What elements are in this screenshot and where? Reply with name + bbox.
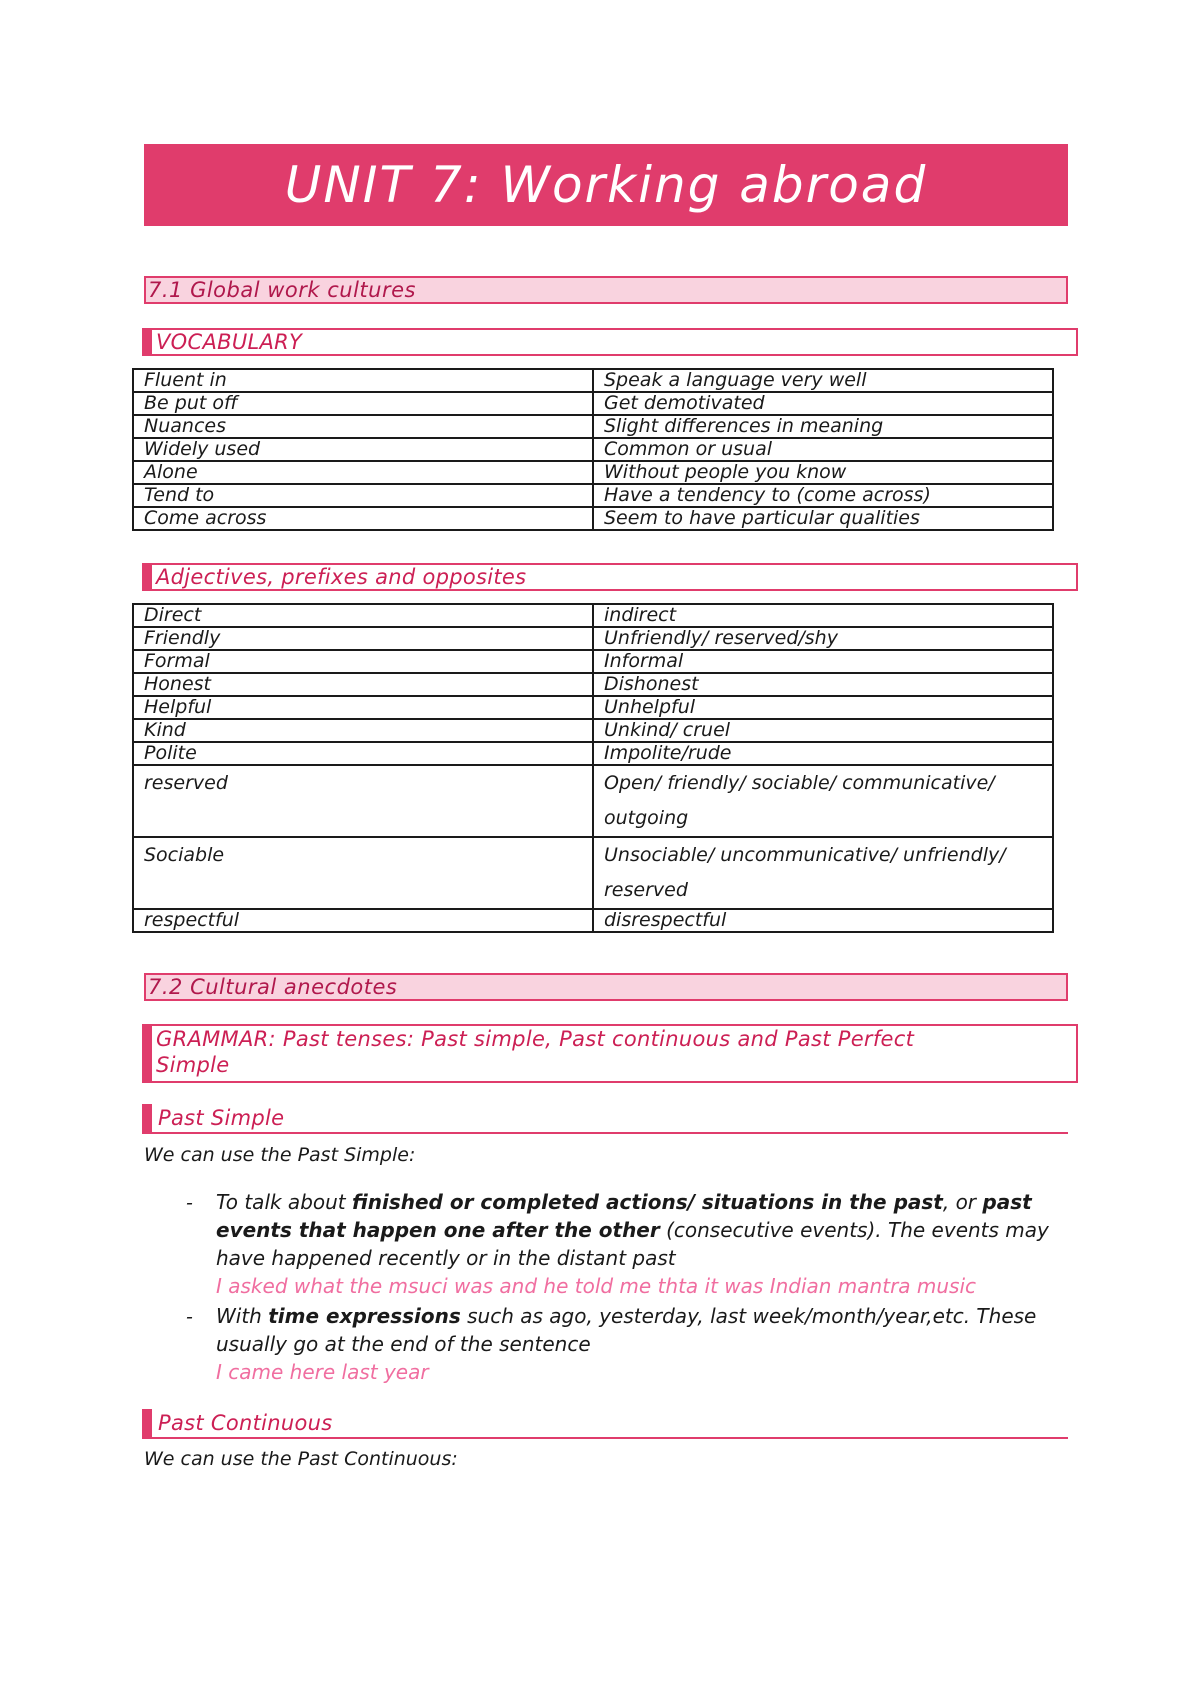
vocabulary-heading: VOCABULARY — [142, 328, 1078, 356]
definition-cell: Unfriendly/ reserved/shy — [593, 627, 1053, 650]
definition-cell: Without people you know — [593, 461, 1053, 484]
item-bold-text: time expressions — [268, 1304, 461, 1328]
term-cell: Formal — [133, 650, 593, 673]
item-text: (consecutive events). The events may have happened recently or in the distant past — [216, 1218, 1049, 1270]
term-cell: Alone — [133, 461, 593, 484]
section-heading-7-1: 7.1 Global work cultures — [144, 276, 1068, 304]
past-simple-item-2 — [216, 1302, 1076, 1386]
item-bold-text: finished or completed actions/ situations in the past — [352, 1190, 943, 1214]
definition-cell: Seem to have particular qualities — [593, 507, 1053, 530]
page-title: UNIT 7: Working abroad — [144, 144, 1068, 226]
term-cell: reserved — [133, 765, 593, 837]
example-sentence: I asked what the msuci was and he told me thta it was Indian mantra music — [216, 1274, 977, 1298]
term-cell: Kind — [133, 719, 593, 742]
table-row — [133, 461, 1053, 484]
table-row — [133, 438, 1053, 461]
item-bold-text: past events that happen one after the other — [216, 1190, 1032, 1242]
term-cell: Helpful — [133, 696, 593, 719]
table-row — [133, 604, 1053, 627]
table-row — [133, 484, 1053, 507]
table-row — [133, 627, 1053, 650]
definition-cell: Slight differences in meaning — [593, 415, 1053, 438]
table-row — [133, 507, 1053, 530]
table-row — [133, 719, 1053, 742]
term-cell: Direct — [133, 604, 593, 627]
term-cell: Widely used — [133, 438, 593, 461]
past-simple-heading: Past Simple — [142, 1104, 1068, 1134]
definition-cell: Get demotivated — [593, 392, 1053, 415]
definition-cell: Speak a language very well — [593, 369, 1053, 392]
table-row — [133, 650, 1053, 673]
table-row — [133, 673, 1053, 696]
item-text: To talk about — [216, 1190, 352, 1214]
table-row — [133, 369, 1053, 392]
vocabulary-table — [132, 368, 1054, 531]
definition-cell: Impolite/rude — [593, 742, 1053, 765]
grammar-heading-line2: Simple — [156, 1053, 230, 1077]
grammar-heading-line1: GRAMMAR: Past tenses: Past simple, Past continuous and Past Perfect — [156, 1027, 915, 1051]
term-cell: Polite — [133, 742, 593, 765]
term-cell: Be put off — [133, 392, 593, 415]
definition-cell: Have a tendency to (come across) — [593, 484, 1053, 507]
adjectives-table — [132, 603, 1054, 933]
term-cell: Friendly — [133, 627, 593, 650]
past-continuous-heading: Past Continuous — [142, 1409, 1068, 1439]
table-row — [133, 765, 1053, 837]
table-row — [133, 909, 1053, 932]
item-text: , or — [942, 1190, 983, 1214]
item-text: With — [216, 1304, 269, 1328]
term-cell: Come across — [133, 507, 593, 530]
definition-cell: Unsociable/ uncommunicative/ unfriendly/ reserved — [593, 837, 1053, 909]
list-bullet: - — [186, 1306, 193, 1328]
definition-cell: indirect — [593, 604, 1053, 627]
term-cell: respectful — [133, 909, 593, 932]
definition-cell: Common or usual — [593, 438, 1053, 461]
definition-cell: Unkind/ cruel — [593, 719, 1053, 742]
definition-cell: disrespectful — [593, 909, 1053, 932]
past-simple-item-1 — [216, 1188, 1076, 1300]
table-row — [133, 392, 1053, 415]
term-cell: Nuances — [133, 415, 593, 438]
past-simple-intro: We can use the Past Simple: — [144, 1144, 416, 1166]
table-row — [133, 837, 1053, 909]
term-cell: Honest — [133, 673, 593, 696]
term-cell: Tend to — [133, 484, 593, 507]
list-bullet: - — [186, 1192, 193, 1214]
item-text: such as ago, yesterday, last week/month/year,etc. These usually go at the end of the sentence — [216, 1304, 1037, 1356]
example-sentence: I came here last year — [216, 1360, 429, 1384]
grammar-heading — [142, 1024, 1078, 1083]
definition-cell: Unhelpful — [593, 696, 1053, 719]
table-row — [133, 742, 1053, 765]
past-continuous-intro: We can use the Past Continuous: — [144, 1448, 458, 1470]
table-row — [133, 696, 1053, 719]
section-heading-7-2: 7.2 Cultural anecdotes — [144, 973, 1068, 1001]
term-cell: Fluent in — [133, 369, 593, 392]
term-cell: Sociable — [133, 837, 593, 909]
definition-cell: Open/ friendly/ sociable/ communicative/ outgoing — [593, 765, 1053, 837]
adjectives-heading: Adjectives, prefixes and opposites — [142, 563, 1078, 591]
definition-cell: Dishonest — [593, 673, 1053, 696]
table-row — [133, 415, 1053, 438]
definition-cell: Informal — [593, 650, 1053, 673]
